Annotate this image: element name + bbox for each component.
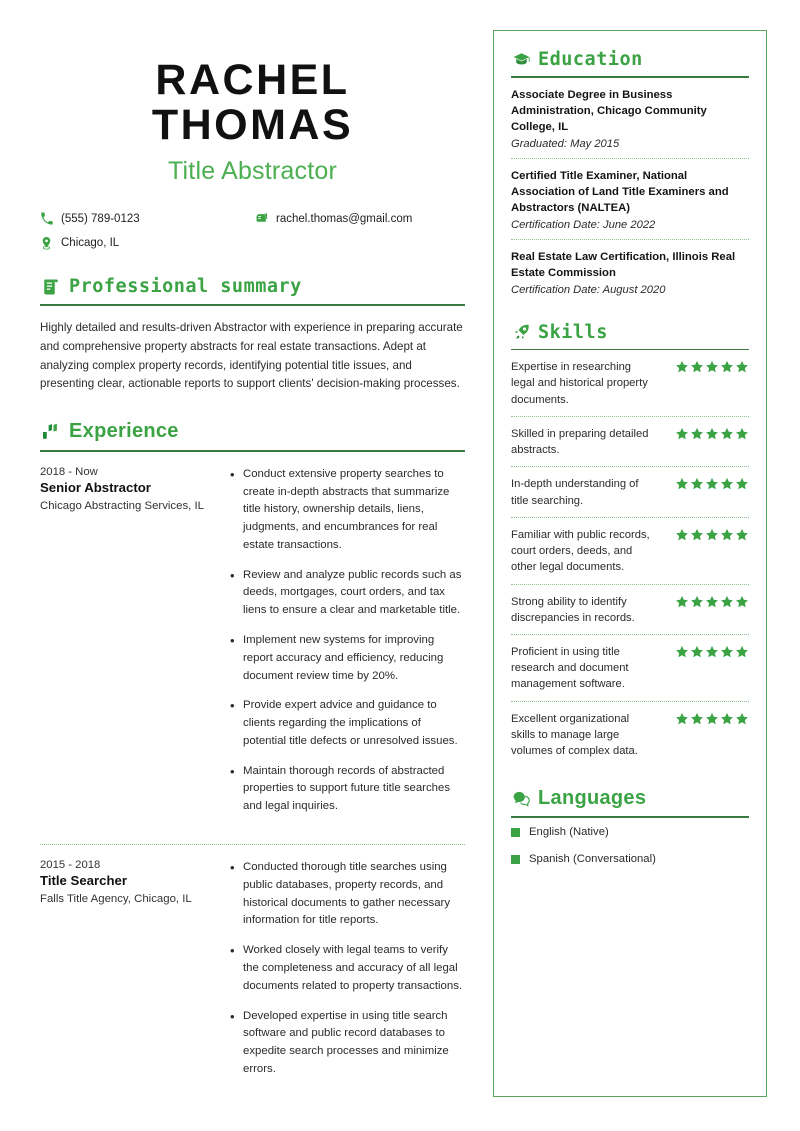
experience-role: Title Searcher: [40, 873, 127, 889]
star-icon: [690, 645, 704, 659]
languages-heading: [511, 787, 749, 816]
contact-row-1: [40, 212, 465, 225]
skill-rating-stars: [675, 594, 749, 609]
experience-divider: [40, 450, 465, 452]
star-icon: [720, 712, 734, 726]
star-icon: [705, 645, 719, 659]
education-date: Certification Date: August 2020: [511, 283, 666, 296]
education-entry: [511, 240, 749, 304]
email-text: rachel.thomas@gmail.com: [276, 212, 413, 225]
education-title: Education: [538, 49, 643, 70]
phone-text: (555) 789-0123: [61, 212, 140, 225]
star-icon: [690, 528, 704, 542]
skill-row: [511, 417, 749, 466]
skill-rating-stars: [675, 527, 749, 542]
skills-title: Skills: [538, 321, 608, 343]
experience-bullet-list: [229, 466, 465, 816]
skill-label: Skilled in preparing detailed abstracts.: [511, 427, 649, 457]
star-icon: [705, 528, 719, 542]
star-icon: [735, 528, 749, 542]
education-entry: [511, 78, 749, 158]
education-date: Graduated: May 2015: [511, 137, 620, 150]
contact-email[interactable]: [255, 212, 412, 225]
skills-list: [511, 350, 749, 767]
summary-divider: [40, 304, 465, 306]
language-label: English (Native): [529, 826, 609, 838]
star-icon: [735, 712, 749, 726]
experience-details: [225, 859, 465, 1091]
education-date: Certification Date: June 2022: [511, 218, 656, 231]
rocket-icon: [511, 322, 531, 342]
star-icon: [720, 528, 734, 542]
skill-rating-stars: [675, 711, 749, 726]
skill-label: Excellent organizational skills to manage large volumes of complex data.: [511, 712, 638, 758]
summary-title: Professional summary: [69, 276, 302, 298]
experience-bullet: • Developed expertise in using title search software and public record databases to expedite search processes and minimize errors.: [229, 1008, 465, 1079]
star-icon: [675, 528, 689, 542]
star-icon: [705, 712, 719, 726]
experience-title: Experience: [69, 420, 179, 443]
experience-meta: [40, 466, 225, 828]
experience-role: Senior Abstractor: [40, 479, 151, 495]
education-degree: Real Estate Law Certification, Illinois Real Estate Commission: [511, 250, 736, 280]
mailbox-icon: [255, 212, 273, 225]
star-icon: [675, 477, 689, 491]
star-icon: [690, 427, 704, 441]
skill-rating-stars: [675, 359, 749, 374]
experience-bullet: • Conducted thorough title searches using public databases, property records, and historical documents to gather necessary information for title reports.: [229, 859, 465, 930]
section-skills: [511, 322, 749, 768]
star-icon: [705, 427, 719, 441]
education-heading: [511, 49, 749, 76]
scroll-document-icon: [40, 276, 61, 297]
experience-bullet: • Maintain thorough records of abstracted properties to support future title searches and legal inquiries.: [229, 763, 465, 816]
speech-bubble-icon: [511, 789, 531, 809]
bar-chart-icon: [40, 421, 61, 442]
skill-rating-stars: [675, 644, 749, 659]
skill-row: [511, 350, 749, 416]
star-icon: [720, 360, 734, 374]
skill-row: [511, 467, 749, 516]
experience-bullet-list: [229, 859, 465, 1079]
star-icon: [735, 360, 749, 374]
skill-row: [511, 585, 749, 634]
star-icon: [735, 477, 749, 491]
experience-heading: [40, 420, 465, 450]
skill-rating-stars: [675, 476, 749, 491]
star-icon: [735, 427, 749, 441]
star-icon: [705, 477, 719, 491]
experience-entry: [40, 466, 465, 828]
last-name: THOMAS: [151, 100, 354, 149]
star-icon: [705, 595, 719, 609]
star-icon: [675, 427, 689, 441]
star-icon: [720, 595, 734, 609]
star-icon: [720, 427, 734, 441]
experience-bullet: • Conduct extensive property searches to create in-depth abstracts that summarize title history, ownership details, liens, judgments, and encumbrances for real estate transactions.: [229, 466, 465, 555]
star-icon: [675, 712, 689, 726]
star-icon: [675, 595, 689, 609]
language-item: [511, 826, 749, 838]
section-languages: [511, 787, 749, 865]
language-label: Spanish (Conversational): [529, 853, 656, 865]
star-icon: [705, 360, 719, 374]
summary-heading: [40, 276, 465, 304]
experience-dates: 2015 - 2018: [40, 859, 101, 872]
summary-text: Highly detailed and results-driven Abstractor with experience in preparing accurate and comprehensive property abstracts for real estate transactions. Adept at analyzing complex property records, identifying potential title issues, and presenting clear, actionable reports to support clients' decision-making processes.: [40, 321, 463, 391]
education-degree: Associate Degree in Business Administration, Chicago Community College, IL: [511, 88, 707, 134]
star-icon: [735, 645, 749, 659]
section-experience: [40, 420, 465, 1090]
experience-company: Falls Title Agency, Chicago, IL: [40, 893, 192, 906]
contact-phone[interactable]: [40, 212, 255, 225]
skill-row: [511, 635, 749, 701]
graduation-cap-icon: [511, 50, 531, 70]
left-column: [40, 40, 465, 1091]
experience-entry-separator: [40, 844, 465, 845]
job-title: Title Abstractor: [168, 157, 337, 186]
skill-rating-stars: [675, 426, 749, 441]
language-item: [511, 853, 749, 865]
contact-row-2: [40, 236, 465, 250]
skill-row: [511, 518, 749, 584]
first-name: RACHEL: [155, 56, 350, 104]
section-professional-summary: [40, 276, 465, 394]
education-entry: [511, 159, 749, 239]
experience-entry: [40, 859, 465, 1091]
section-education: [511, 49, 749, 304]
experience-bullet: • Worked closely with legal teams to verify the completeness and accuracy of all legal documents related to property transactions.: [229, 942, 465, 995]
skill-label: Expertise in researching legal and historical property documents.: [511, 361, 648, 406]
star-icon: [690, 360, 704, 374]
skill-label: Proficient in using title research and document management software.: [511, 646, 629, 691]
square-bullet-icon: [511, 828, 520, 837]
star-icon: [690, 595, 704, 609]
location-pin-icon: [40, 236, 58, 250]
skill-label: Strong ability to identify discrepancies in records.: [511, 595, 635, 624]
skill-row: [511, 702, 749, 768]
experience-bullet: • Review and analyze public records such as deeds, mortgages, court orders, and tax liens to ensure a clear and marketable title.: [229, 567, 465, 620]
contact-location: [40, 236, 255, 250]
name-block: [40, 40, 465, 186]
star-icon: [690, 477, 704, 491]
skills-heading: [511, 322, 749, 349]
languages-title: Languages: [538, 787, 647, 810]
star-icon: [675, 360, 689, 374]
experience-bullet: • Provide expert advice and guidance to clients regarding the implications of potential title defects or unresolved issues.: [229, 697, 465, 750]
square-bullet-icon: [511, 855, 520, 864]
contact-block: [40, 212, 465, 250]
star-icon: [720, 645, 734, 659]
education-degree: Certified Title Examiner, National Association of Land Title Examiners and Abstractors (NALTEA): [511, 169, 729, 215]
star-icon: [735, 595, 749, 609]
right-column: [493, 30, 767, 1097]
star-icon: [720, 477, 734, 491]
skill-label: Familiar with public records, court orders, deeds, and other legal documents.: [511, 528, 650, 574]
star-icon: [675, 645, 689, 659]
experience-dates: 2018 - Now: [40, 465, 98, 478]
star-icon: [690, 712, 704, 726]
location-text: Chicago, IL: [61, 237, 120, 250]
experience-company: Chicago Abstracting Services, IL: [40, 499, 204, 512]
experience-bullet: • Implement new systems for improving report accuracy and efficiency, reducing document review time by 20%.: [229, 632, 465, 685]
skill-label: In-depth understanding of title searching.: [511, 478, 639, 507]
experience-details: [225, 466, 465, 828]
experience-meta: [40, 859, 225, 1091]
phone-icon: [40, 212, 58, 225]
languages-list: [511, 818, 749, 865]
